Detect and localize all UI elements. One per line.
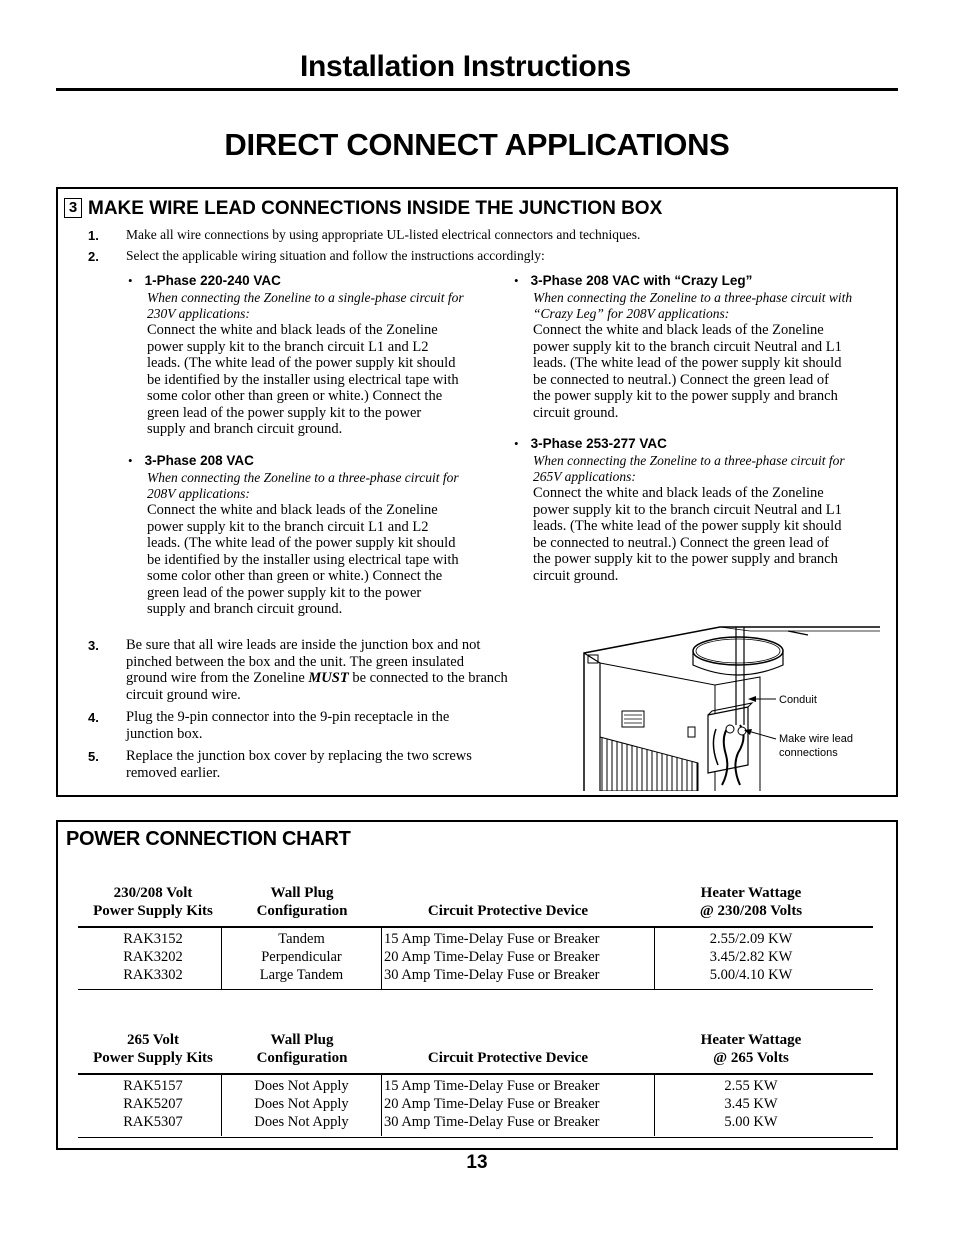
bullet-text-line: supply and branch circuit ground. bbox=[147, 421, 343, 437]
header-line: Wall Plug bbox=[270, 1032, 334, 1048]
bullet-italic-line: When connecting the Zoneline to a three-phase circuit with bbox=[533, 290, 853, 305]
table2-bottom-rule bbox=[78, 1137, 873, 1138]
table-cell: Tandem bbox=[278, 931, 325, 947]
table-cell: 2.55/2.09 KW bbox=[709, 931, 793, 947]
table-cell: 3.45 KW bbox=[724, 1096, 778, 1112]
table-cell: 3.45/2.82 KW bbox=[709, 949, 793, 965]
table-cell: 15 Amp Time-Delay Fuse or Breaker bbox=[384, 1078, 600, 1094]
table-cell: Perpendicular bbox=[261, 949, 342, 965]
item-number: 4. bbox=[88, 710, 99, 725]
table1-col-device bbox=[384, 930, 652, 984]
bullet-italic-line: 265V applications: bbox=[533, 469, 636, 484]
table-cell: RAK3152 bbox=[123, 931, 183, 947]
bullet-text-line: leads. (The white lead of the power supply kit should bbox=[533, 518, 842, 534]
header-line: 230/208 Volt bbox=[113, 885, 193, 901]
header-line: Power Supply Kits bbox=[93, 1050, 213, 1066]
table2-col-divider bbox=[654, 1074, 655, 1136]
table-cell: 2.55 KW bbox=[724, 1078, 778, 1094]
bullet-italic-line: When connecting the Zoneline to a single-phase circuit for bbox=[147, 290, 464, 305]
table-cell: 30 Amp Time-Delay Fuse or Breaker bbox=[384, 967, 600, 983]
table2-header-plug bbox=[232, 1031, 372, 1067]
table-cell: 5.00/4.10 KW bbox=[709, 967, 793, 983]
bullet-text-line: Connect the white and black leads of the Zoneline bbox=[147, 322, 438, 338]
step-number-box: 3 bbox=[64, 198, 82, 218]
table2-col-device bbox=[384, 1077, 652, 1131]
bullet-text-line: be identified by the installer using electrical tape with bbox=[147, 371, 459, 388]
bullet-text-line: Connect the white and black leads of the Zoneline bbox=[533, 322, 824, 338]
must-emphasis: MUST bbox=[308, 670, 349, 686]
bullet-text-line: power supply kit to the branch circuit L1 and L2 bbox=[147, 518, 429, 535]
table-cell: Does Not Apply bbox=[254, 1078, 349, 1094]
bullet-title: 3-Phase 253-277 VAC bbox=[530, 436, 667, 451]
table-cell: RAK5157 bbox=[123, 1078, 183, 1094]
item-text-line: junction box. bbox=[126, 725, 203, 742]
bullet-italic-line: When connecting the Zoneline to a three-phase circuit for bbox=[147, 470, 459, 485]
bullet-text-line: Connect the white and black leads of the Zoneline bbox=[147, 502, 438, 518]
table-cell: 30 Amp Time-Delay Fuse or Breaker bbox=[384, 1114, 600, 1130]
bullet-text-line: green lead of the power supply kit to the power bbox=[147, 584, 422, 601]
table1-header-plug bbox=[232, 884, 372, 920]
page-number: 13 bbox=[466, 1152, 488, 1173]
page-title: DIRECT CONNECT APPLICATIONS bbox=[224, 127, 730, 162]
bullet-text-line: Connect the white and black leads of the Zoneline bbox=[533, 485, 824, 501]
connections-label-line: connections bbox=[779, 747, 838, 759]
table2-header-wattage bbox=[660, 1031, 842, 1067]
junction-box-illustration bbox=[580, 625, 880, 791]
header-line: Configuration bbox=[256, 1050, 348, 1066]
header-line: Circuit Protective Device bbox=[427, 903, 589, 919]
bullet-3phase-208-crazy-leg bbox=[514, 272, 886, 421]
item-text-span: ground wire from the Zoneline bbox=[126, 670, 309, 686]
header-line: Heater Wattage bbox=[700, 1032, 802, 1048]
bullet-text-line: leads. (The white lead of the power supply kit should bbox=[147, 535, 456, 551]
bullet-text-line: leads. (The white lead of the power supply kit should bbox=[533, 355, 842, 371]
table-cell: 5.00 KW bbox=[724, 1114, 778, 1130]
bullet-3phase-208 bbox=[128, 452, 508, 618]
bullet-italic-line: 208V applications: bbox=[147, 486, 250, 501]
header-line: Configuration bbox=[256, 903, 348, 919]
item-text-line bbox=[126, 670, 566, 687]
item-text bbox=[126, 748, 566, 781]
item-text-line: Replace the junction box cover by replacing the two screws bbox=[126, 748, 472, 764]
header-line: Circuit Protective Device bbox=[427, 1050, 589, 1066]
table2-header-rule bbox=[78, 1073, 873, 1075]
bullet-dot: • bbox=[128, 273, 133, 288]
bullet-title: 3-Phase 208 VAC bbox=[144, 453, 254, 468]
bullet-text-line: some color other than green or white.) Connect the bbox=[147, 388, 443, 404]
table-cell: RAK5207 bbox=[123, 1096, 183, 1112]
bullet-text-line: the power supply kit to the power supply and branch bbox=[533, 388, 838, 404]
table2-header-device bbox=[380, 1031, 636, 1067]
bullet-text-line: be connected to neutral.) Connect the green lead of bbox=[533, 371, 829, 388]
header-line: @ 265 Volts bbox=[713, 1050, 789, 1066]
table2-col-kits bbox=[78, 1077, 228, 1131]
item-number: 2. bbox=[88, 249, 99, 264]
table-cell: RAK5307 bbox=[123, 1114, 183, 1130]
chart-title: POWER CONNECTION CHART bbox=[66, 828, 351, 850]
bullet-text-line: supply and branch circuit ground. bbox=[147, 601, 343, 617]
bullet-text-line: power supply kit to the branch circuit Neutral and L1 bbox=[533, 338, 842, 355]
bullet-text-line: some color other than green or white.) Connect the bbox=[147, 568, 443, 584]
bullet-dot: • bbox=[514, 273, 519, 288]
table1-header-device bbox=[380, 884, 636, 920]
table-cell: RAK3302 bbox=[123, 967, 183, 983]
item-text-line: Be sure that all wire leads are inside the junction box and not bbox=[126, 637, 481, 653]
table1-header-rule bbox=[78, 926, 873, 928]
bullet-1phase-220 bbox=[128, 272, 508, 438]
header-line bbox=[380, 884, 636, 902]
table-cell: Does Not Apply bbox=[254, 1096, 349, 1112]
conduit-label: Conduit bbox=[779, 694, 817, 706]
table2-col-divider bbox=[381, 1074, 382, 1136]
table1-col-wattage bbox=[660, 930, 842, 984]
bullet-dot: • bbox=[128, 453, 133, 468]
bullet-text-line: leads. (The white lead of the power supply kit should bbox=[147, 355, 456, 371]
table1-col-divider bbox=[654, 927, 655, 989]
bullet-dot: • bbox=[514, 436, 519, 451]
item-text bbox=[126, 709, 566, 742]
table2-header-kits bbox=[78, 1031, 228, 1067]
table-cell: RAK3202 bbox=[123, 949, 183, 965]
table-cell: Does Not Apply bbox=[254, 1114, 349, 1130]
table1-header-wattage bbox=[660, 884, 842, 920]
connections-label-line: Make wire lead bbox=[779, 733, 853, 745]
table1-bottom-rule bbox=[78, 989, 873, 990]
table1-col-plug bbox=[222, 930, 381, 984]
header-line: Power Supply Kits bbox=[93, 903, 213, 919]
bullet-text-line: be connected to neutral.) Connect the green lead of bbox=[533, 534, 829, 551]
header-line: 265 Volt bbox=[126, 1032, 180, 1048]
step-heading-text: MAKE WIRE LEAD CONNECTIONS INSIDE THE JUNCTION BOX bbox=[88, 198, 663, 219]
header-line: Wall Plug bbox=[270, 885, 334, 901]
table1-header-kits bbox=[78, 884, 228, 920]
bullet-3phase-277 bbox=[514, 435, 886, 584]
bullet-text-line: power supply kit to the branch circuit L1 and L2 bbox=[147, 338, 429, 355]
item-number: 1. bbox=[88, 228, 99, 243]
item-text bbox=[126, 637, 566, 703]
item-number: 5. bbox=[88, 749, 99, 764]
item-text: Select the applicable wiring situation and follow the instructions accordingly: bbox=[126, 248, 545, 263]
item-text-line: circuit ground wire. bbox=[126, 686, 241, 703]
table-cell: 15 Amp Time-Delay Fuse or Breaker bbox=[384, 931, 600, 947]
header-title: Installation Instructions bbox=[300, 50, 631, 83]
item-text-line: pinched between the box and the unit. The green insulated bbox=[126, 653, 464, 670]
header-line: @ 230/208 Volts bbox=[699, 903, 803, 919]
item-text-span: be connected to the branch bbox=[348, 670, 508, 686]
item-text-line: Plug the 9-pin connector into the 9-pin receptacle in the bbox=[126, 709, 450, 725]
bullet-italic-line: When connecting the Zoneline to a three-phase circuit for bbox=[533, 453, 845, 468]
table1-col-kits bbox=[78, 930, 228, 984]
table2-col-wattage bbox=[660, 1077, 842, 1131]
bullet-text-line: green lead of the power supply kit to the power bbox=[147, 404, 422, 421]
table1-col-divider bbox=[381, 927, 382, 989]
bullet-italic-line: 230V applications: bbox=[147, 306, 250, 321]
bullet-title: 3-Phase 208 VAC with “Crazy Leg” bbox=[530, 273, 753, 288]
header-rule bbox=[56, 88, 898, 91]
header-line: Heater Wattage bbox=[700, 885, 802, 901]
bullet-text-line: circuit ground. bbox=[533, 404, 619, 421]
step-heading bbox=[64, 198, 662, 220]
bullet-italic-line: “Crazy Leg” for 208V applications: bbox=[533, 306, 730, 321]
item-text: Make all wire connections by using appropriate UL-listed electrical connectors and techniques. bbox=[126, 227, 641, 242]
table-cell: 20 Amp Time-Delay Fuse or Breaker bbox=[384, 1096, 600, 1112]
table2-col-plug bbox=[222, 1077, 381, 1131]
table-cell: 20 Amp Time-Delay Fuse or Breaker bbox=[384, 949, 600, 965]
bullet-text-line: be identified by the installer using electrical tape with bbox=[147, 551, 459, 568]
bullet-text-line: the power supply kit to the power supply and branch bbox=[533, 551, 838, 567]
item-number: 3. bbox=[88, 638, 99, 653]
table-cell: Large Tandem bbox=[259, 967, 344, 983]
bullet-title: 1-Phase 220-240 VAC bbox=[144, 273, 281, 288]
bullet-text-line: power supply kit to the branch circuit Neutral and L1 bbox=[533, 501, 842, 518]
header-line bbox=[380, 1031, 636, 1049]
connections-label bbox=[779, 732, 853, 760]
item-text-line: removed earlier. bbox=[126, 764, 221, 781]
bullet-text-line: circuit ground. bbox=[533, 567, 619, 584]
